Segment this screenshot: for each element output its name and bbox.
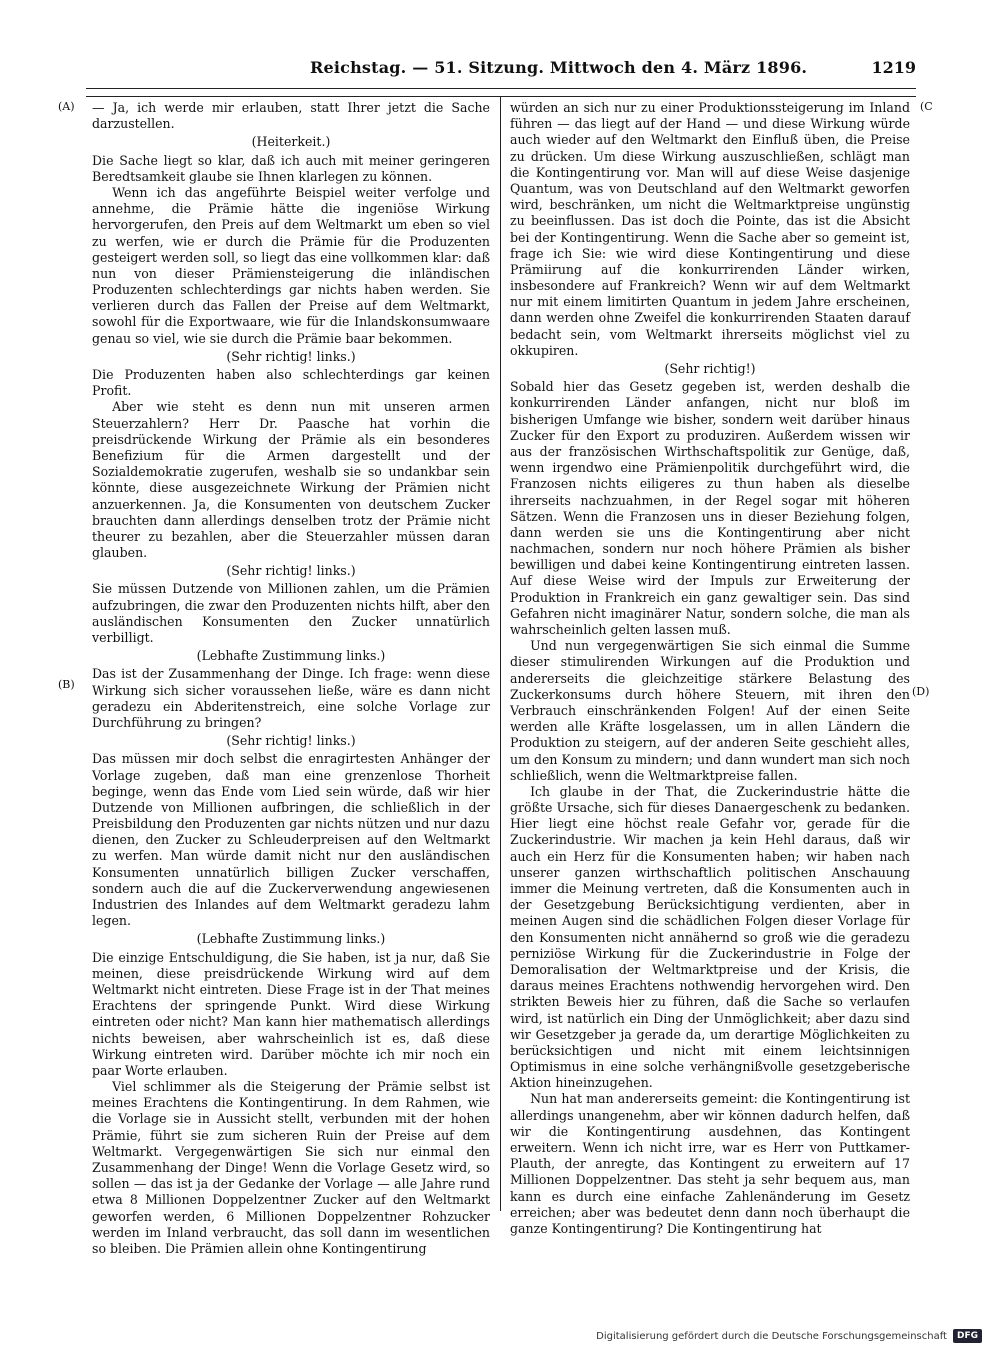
paragraph: würden an sich nur zu einer Produktionssteigerung im Inland führen — das liegt auf der Hand — und diese Wirkung würde auch wieder auf den Weltmarkt den Einfluß üben, die Preise zu drücken. Um diese Wirkung auszuschließen, schlägt man die Kontingentirung vor. Man will auf diese Weise dasjenige Quantum, was von Deutschland auf den Weltmarkt geworfen wird, beschränken, um nicht die Weltmarktpreise ungünstig zu beeinflussen. Das ist doch die Pointe, das ist die Absicht bei der Kontingentirung. Wenn die Sache aber so gemeint ist, frage ich Sie: wie wird diese Kontingentirung und diese Prämiirung auf die konkurrirenden Länder wirken, insbesondere auf Frankreich? Wenn wir auf dem Weltmarkt nur mit einem limitirten Quantum in jedem Jahre erscheinen, dann werden ohne Zweifel die konkurrirenden Staaten darauf bedacht sein, vom Weltmarkt ihrerseits möglichst viel zu okkupiren. (510, 100, 910, 358)
right-column (510, 100, 910, 1237)
paragraph: Sie müssen Dutzende von Millionen zahlen, um die Prämien aufzubringen, die zwar den Produzenten nichts hilft, aber den ausländischen Konsumenten den Zucker unnatürlich verbilligt. (92, 581, 490, 645)
left-column (92, 100, 490, 1257)
interjection: (Sehr richtig! links.) (226, 733, 356, 749)
paragraph: Wenn ich das angeführte Beispiel weiter verfolge und annehme, die Prämie hätte die ingeniöse Wirkung hervorgerufen, den Preis auf dem Weltmarkt um eben so viel zu werfen, wie er durch die Prämie für die Produzenten gesteigert werden soll, so liegt das eine vollkommen klar: daß nun von dieser Prämiensteigerung die inländischen Produzenten schlechterdings gar nichts haben werden. Sie verlieren durch das Fallen der Preise auf dem Weltmarkt, sowohl für die Exportwaare, wie für die Inlandskonsumwaare genau so viel, wie sie durch die Prämie baar bekommen. (92, 184, 490, 346)
footer (596, 1329, 982, 1343)
paragraph: Das müssen mir doch selbst die enragirtesten Anhänger der Vorlage zugeben, daß man eine grenzenlose Thorheit beginge, wenn das Ende vom Lied sein würde, daß wir hier Dutzende von Millionen aufbringen, die schließlich in der Preisbildung den Produzenten gar nichts nützen und nur dazu dienen, den Zucker zu Schleuderpreisen auf den Weltmarkt zu werfen. Man würde damit nicht nur den ausländischen Konsumenten unnatürlich billigen Zucker verschaffen, sondern auch die auf die Zuckerverwendung angewiesenen Industrien des Inlandes auf dem Weltmarkt geradezu lahm legen. (92, 751, 490, 929)
column-divider (500, 96, 501, 1211)
interjection: (Sehr richtig! links.) (226, 348, 356, 364)
header-rule-secondary (86, 96, 916, 97)
paragraph: Die Produzenten haben also schlechterdings gar keinen Profit. (92, 367, 490, 399)
paragraph: Das ist der Zusammenhang der Dinge. Ich frage: wenn diese Wirkung sich sicher voraussehen ließe, wäre es dann nicht geradezu ein Abderitenstreich, eine solche Vorlage zur Durchführung zu bringen? (92, 666, 490, 730)
paragraph: Die Sache liegt so klar, daß ich auch mit meiner geringeren Beredtsamkeit glaube sie Ihnen klarlegen zu können. (92, 152, 490, 184)
interjection: (Heiterkeit.) (251, 134, 331, 150)
paragraph: Nun hat man andererseits gemeint: die Kontingentirung ist allerdings unangenehm, aber wir können dadurch helfen, daß wir die Kontingentirung ausdehnen, das Kontingent erweitern. Wenn ich nicht irre, war es Herr von Puttkamer-Plauth, der anregte, das Kontingent zu erweitern auf 17 Millionen Doppelzentner. Das steht ja sehr bequem aus, man kann es durch eine einfache Zahlenänderung im Gesetz erreichen; aber was bedeutet denn dann noch überhaupt die ganze Kontingentirung? Die Kontingentirung hat (510, 1091, 910, 1236)
paragraph: Aber wie steht es denn nun mit unseren armen Steuerzahlern? Herr Dr. Paasche hat vorhin die preisdrückende Wirkung der Prämie als ein besonderes Benefizium für die Armen dargestellt und der Sozialdemokratie zugerufen, weshalb sie so undankbar sein könnte, diese ausgezeichnete Wirkung der Prämien nicht anzuerkennen. Ja, die Konsumenten von deutschem Zucker brauchten dann allerdings denselben trotz der Prämie nicht theurer zu bezahlen, aber die Steuerzahler müssen daran glauben. (92, 399, 490, 561)
header-rule (86, 88, 916, 89)
dfg-logo: DFG (953, 1329, 982, 1343)
margin-marker-b: (B) (58, 678, 75, 691)
page-title: Reichstag. — 51. Sitzung. Mittwoch den 4. März 1896. (310, 58, 808, 77)
footer-credit: Digitalisierung gefördert durch die Deutsche Forschungsgemeinschaft (596, 1330, 947, 1342)
paragraph: Viel schlimmer als die Steigerung der Prämie selbst ist meines Erachtens die Kontingentirung. In dem Rahmen, wie die Vorlage sie in Aussicht stellt, verbunden mit der hohen Prämie, führt sie zum sicheren Ruin der Preise auf dem Weltmarkt. Vergegenwärtigen Sie sich nur einmal den Zusammenhang der Dinge! Wenn die Vorlage Gesetz wird, so sollen — das ist ja der Gedanke der Vorlage — alle Jahre rund etwa 8 Millionen Doppelzentner Zucker auf den Weltmarkt geworfen werden, 6 Millionen Doppelzentner Rohzucker werden im Inland verbraucht, das soll dann im wesentlichen so bleiben. Die Prämien allein ohne Kontingentirung (92, 1079, 490, 1256)
page-header (86, 58, 916, 80)
interjection: (Lebhafte Zustimmung links.) (196, 648, 386, 664)
interjection: (Sehr richtig! links.) (226, 563, 356, 579)
paragraph: Die einzige Entschuldigung, die Sie haben, ist ja nur, daß Sie meinen, diese preisdrückende Wirkung wird auf dem Weltmarkt nicht eintreten. Diese Frage ist in der That meines Erachtens der springende Punkt. Wird diese Wirkung eintreten oder nicht? Man kann hier mathematisch allerdings nichts beweisen, aber wahrscheinlich ist es, daß diese Wirkung eintreten wird. Darüber möchte ich mir noch ein paar Worte erlauben. (92, 949, 490, 1078)
margin-marker-a: (A) (58, 100, 75, 113)
interjection: (Lebhafte Zustimmung links.) (196, 931, 386, 947)
paragraph: Sobald hier das Gesetz gegeben ist, werden deshalb die konkurrirenden Länder anfangen, nicht nur bloß im bisherigen Umfange wie bisher, sondern weit darüber hinaus Zucker für den Export zu produziren. Außerdem wissen wir aus der französischen Wirthschaftspolitik zur Genüge, daß, wenn irgendwo eine Prämienpolitik durchgeführt wird, die Franzosen nichts eiligeres zu thun haben als dieselbe ihrerseits nachzuahmen, in der Regel sogar mit höheren Sätzen. Wenn die Franzosen uns in dieser Beziehung folgen, dann werden sie uns die Kontingentirung aber nicht nachmachen, sondern nur noch höhere Prämien als bisher bewilligen und dabei keine Kontingentirung eintreten lassen. Auf diese Weise wird der Impuls zur Erweiterung der Produktion in Frankreich ein ganz gewaltiger sein. Das sind Gefahren nicht imaginärer Natur, sondern solche, die man als wahrscheinlich gelten lassen muß. (510, 379, 910, 637)
margin-marker-d: (D) (912, 685, 930, 698)
margin-marker-c: (C (920, 100, 933, 113)
page-number: 1219 (871, 58, 916, 77)
paragraph: Ich glaube in der That, die Zuckerindustrie hätte die größte Ursache, sich für dieses Danaergeschenk zu bedanken. Hier liegt eine höchst reale Gefahr vor, gerade für die Zuckerindustrie. Wir machen ja kein Hehl daraus, daß wir auch ein Herz für die Konsumenten haben; wir haben nach unserer ganzen wirthschaftlich politischen Anschauung immer die Meinung vertreten, daß die Konsumenten auch in der Gesetzgebung Berücksichtigung verdienten, aber in meinen Augen sind die schädlichen Folgen dieser Vorlage für den Konsumenten nicht annähernd so groß wie die geradezu perniziöse Wirkung für die Zuckerindustrie in Folge der Demoralisation der Weltmarktpreise und der Krisis, die daraus meines Erachtens nothwendig hervorgehen wird. Den strikten Beweis hier zu führen, daß die Sache so verlaufen wird, ist natürlich ein Ding der Unmöglichkeit; aber dazu sind wir Gesetzgeber ja gerade da, um derartige Möglichkeiten zu berücksichtigen und nicht mit einem leichtsinnigen Optimismus in eine solche verhängnißvolle gesetzgeberische Aktion hineinzugehen. (510, 783, 910, 1091)
paragraph: — Ja, ich werde mir erlauben, statt Ihrer jetzt die Sache darzustellen. (92, 100, 490, 132)
paragraph: Und nun vergegenwärtigen Sie sich einmal die Summe dieser stimulirenden Wirkungen auf die Produktion und andererseits die gleichzeitige stärkere Belastung des Zuckerkonsums durch höhere Steuern, mit ihren den Verbrauch einschränkenden Folgen! Auf der einen Seite werden alle Kräfte losgelassen, um in allen Ländern die Produktion zu steigern, auf der anderen Seite geschieht alles, um den Konsum zu mindern; und dann wundert man sich noch schließlich, wenn die Weltmarktpreise fallen. (510, 638, 910, 783)
interjection: (Sehr richtig!) (664, 361, 756, 376)
